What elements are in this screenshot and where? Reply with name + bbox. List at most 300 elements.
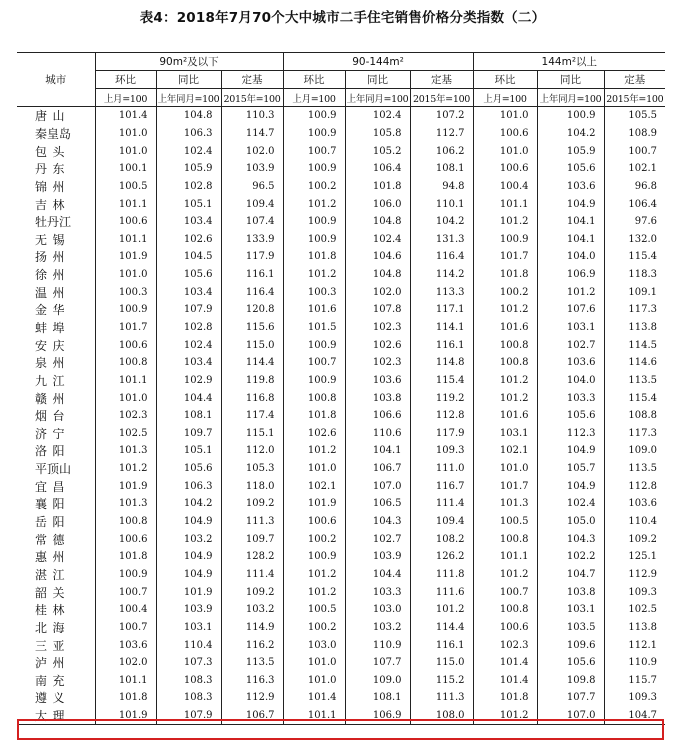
city-cell: 赣州 — [17, 389, 95, 407]
city-cell: 锦州 — [17, 178, 95, 196]
table-row — [17, 248, 665, 266]
value-cell: 102.1 — [604, 160, 665, 178]
table-row — [17, 477, 665, 495]
base-header: 上月=100 — [95, 89, 156, 107]
value-cell: 103.2 — [221, 601, 283, 619]
value-cell: 103.2 — [156, 530, 221, 548]
base-header: 上年同月=100 — [537, 89, 604, 107]
value-cell: 101.7 — [473, 248, 537, 266]
value-cell: 107.0 — [537, 707, 604, 725]
value-cell: 101.0 — [473, 107, 537, 125]
base-header: 上月=100 — [473, 89, 537, 107]
value-cell: 101.1 — [95, 672, 156, 690]
table-row — [17, 495, 665, 513]
value-cell: 104.9 — [156, 513, 221, 531]
value-cell: 113.8 — [604, 319, 665, 337]
value-cell: 94.8 — [410, 178, 473, 196]
value-cell: 102.0 — [345, 283, 410, 301]
table-row — [17, 513, 665, 531]
value-cell: 115.2 — [410, 672, 473, 690]
city-cell: 三亚 — [17, 636, 95, 654]
value-cell: 114.4 — [410, 619, 473, 637]
value-cell: 104.3 — [537, 530, 604, 548]
city-cell: 无锡 — [17, 230, 95, 248]
value-cell: 133.9 — [221, 230, 283, 248]
city-cell: 蚌埠 — [17, 319, 95, 337]
value-cell: 104.3 — [345, 513, 410, 531]
value-cell: 116.1 — [410, 336, 473, 354]
group-header-small: 90m²及以下 — [95, 53, 283, 71]
value-cell: 102.2 — [537, 548, 604, 566]
value-cell: 107.4 — [221, 213, 283, 231]
value-cell: 115.1 — [221, 425, 283, 443]
table-row — [17, 178, 665, 196]
value-cell: 104.5 — [156, 248, 221, 266]
value-cell: 100.7 — [95, 583, 156, 601]
value-cell: 104.2 — [156, 495, 221, 513]
base-header: 上年同月=100 — [156, 89, 221, 107]
city-cell: 包头 — [17, 142, 95, 160]
value-cell: 105.5 — [604, 107, 665, 125]
value-cell: 101.0 — [95, 266, 156, 284]
value-cell: 101.8 — [473, 689, 537, 707]
table-row — [17, 619, 665, 637]
base-header: 2015年=100 — [410, 89, 473, 107]
value-cell: 101.8 — [283, 248, 345, 266]
value-cell: 103.1 — [473, 425, 537, 443]
value-cell: 103.6 — [537, 178, 604, 196]
value-cell: 119.8 — [221, 372, 283, 390]
value-cell: 100.6 — [95, 213, 156, 231]
value-cell: 101.1 — [473, 548, 537, 566]
value-cell: 100.7 — [604, 142, 665, 160]
table-row — [17, 442, 665, 460]
table-title: 表4：2018年7月70个大中城市二手住宅销售价格分类指数（二） — [139, 10, 546, 26]
table-row — [17, 689, 665, 707]
value-cell: 104.1 — [537, 213, 604, 231]
value-cell: 105.1 — [156, 195, 221, 213]
value-cell: 101.0 — [95, 142, 156, 160]
value-cell: 100.8 — [95, 354, 156, 372]
value-cell: 105.6 — [537, 407, 604, 425]
value-cell: 103.9 — [345, 548, 410, 566]
value-cell: 100.9 — [283, 336, 345, 354]
value-cell: 101.0 — [95, 125, 156, 143]
value-cell: 101.0 — [473, 460, 537, 478]
value-cell: 109.2 — [221, 583, 283, 601]
value-cell: 103.6 — [345, 372, 410, 390]
value-cell: 100.9 — [537, 107, 604, 125]
table-row — [17, 266, 665, 284]
value-cell: 115.4 — [604, 248, 665, 266]
value-cell: 101.1 — [283, 707, 345, 725]
value-cell: 107.2 — [410, 107, 473, 125]
value-cell: 108.1 — [156, 407, 221, 425]
value-cell: 111.3 — [221, 513, 283, 531]
value-cell: 117.9 — [410, 425, 473, 443]
value-cell: 100.9 — [283, 107, 345, 125]
value-cell: 106.9 — [537, 266, 604, 284]
subcolumn-header: 同比 — [156, 71, 221, 89]
value-cell: 101.4 — [283, 689, 345, 707]
value-cell: 101.2 — [473, 389, 537, 407]
value-cell: 120.8 — [221, 301, 283, 319]
value-cell: 103.2 — [345, 619, 410, 637]
value-cell: 110.9 — [345, 636, 410, 654]
value-cell: 106.3 — [156, 125, 221, 143]
value-cell: 97.6 — [604, 213, 665, 231]
value-cell: 104.9 — [156, 548, 221, 566]
value-cell: 108.3 — [156, 689, 221, 707]
value-cell: 112.0 — [221, 442, 283, 460]
value-cell: 100.8 — [473, 601, 537, 619]
value-cell: 100.2 — [473, 283, 537, 301]
value-cell: 101.2 — [473, 566, 537, 584]
value-cell: 103.3 — [345, 583, 410, 601]
value-cell: 102.6 — [283, 425, 345, 443]
city-cell: 牡丹江 — [17, 213, 95, 231]
value-cell: 112.9 — [604, 566, 665, 584]
value-cell: 100.8 — [473, 530, 537, 548]
subcolumn-header: 环比 — [95, 71, 156, 89]
value-cell: 116.4 — [410, 248, 473, 266]
value-cell: 102.5 — [604, 601, 665, 619]
value-cell: 117.4 — [221, 407, 283, 425]
value-cell: 125.1 — [604, 548, 665, 566]
table-row — [17, 548, 665, 566]
table-row — [17, 707, 665, 725]
table-row — [17, 354, 665, 372]
value-cell: 108.1 — [345, 689, 410, 707]
value-cell: 101.4 — [473, 672, 537, 690]
base-header-row — [17, 89, 665, 107]
city-cell: 丹东 — [17, 160, 95, 178]
value-cell: 100.9 — [283, 160, 345, 178]
value-cell: 105.6 — [537, 160, 604, 178]
value-cell: 100.6 — [473, 619, 537, 637]
value-cell: 103.0 — [345, 601, 410, 619]
value-cell: 100.1 — [95, 160, 156, 178]
value-cell: 100.9 — [283, 213, 345, 231]
base-header: 上年同月=100 — [345, 89, 410, 107]
table-row — [17, 372, 665, 390]
city-cell: 温州 — [17, 283, 95, 301]
value-cell: 100.6 — [473, 160, 537, 178]
value-cell: 101.8 — [345, 178, 410, 196]
table-row — [17, 672, 665, 690]
value-cell: 103.4 — [156, 283, 221, 301]
value-cell: 103.8 — [537, 583, 604, 601]
value-cell: 101.6 — [473, 407, 537, 425]
value-cell: 102.4 — [156, 142, 221, 160]
value-cell: 131.3 — [410, 230, 473, 248]
value-cell: 101.2 — [283, 195, 345, 213]
value-cell: 113.5 — [604, 372, 665, 390]
value-cell: 101.9 — [95, 707, 156, 725]
table-header — [17, 53, 665, 107]
city-cell: 吉林 — [17, 195, 95, 213]
value-cell: 106.7 — [221, 707, 283, 725]
city-cell: 韶关 — [17, 583, 95, 601]
value-cell: 104.9 — [537, 195, 604, 213]
base-header: 2015年=100 — [221, 89, 283, 107]
value-cell: 111.0 — [410, 460, 473, 478]
value-cell: 112.1 — [604, 636, 665, 654]
value-cell: 104.0 — [537, 372, 604, 390]
value-cell: 101.9 — [283, 495, 345, 513]
value-cell: 107.6 — [537, 301, 604, 319]
value-cell: 102.0 — [221, 142, 283, 160]
value-cell: 100.2 — [283, 619, 345, 637]
value-cell: 108.9 — [604, 125, 665, 143]
value-cell: 101.3 — [95, 442, 156, 460]
value-cell: 101.2 — [473, 301, 537, 319]
value-cell: 101.4 — [95, 107, 156, 125]
subcolumn-header: 定基 — [410, 71, 473, 89]
value-cell: 107.7 — [345, 654, 410, 672]
value-cell: 126.2 — [410, 548, 473, 566]
value-cell: 116.4 — [221, 283, 283, 301]
value-cell: 108.2 — [410, 530, 473, 548]
value-cell: 101.2 — [473, 372, 537, 390]
city-cell: 大理 — [17, 707, 95, 725]
value-cell: 104.9 — [537, 477, 604, 495]
value-cell: 100.5 — [95, 178, 156, 196]
value-cell: 100.7 — [473, 583, 537, 601]
value-cell: 111.3 — [410, 689, 473, 707]
value-cell: 102.9 — [156, 372, 221, 390]
value-cell: 100.6 — [473, 125, 537, 143]
value-cell: 112.8 — [410, 407, 473, 425]
city-cell: 九江 — [17, 372, 95, 390]
value-cell: 107.7 — [537, 689, 604, 707]
value-cell: 107.9 — [156, 301, 221, 319]
subcolumn-header-row — [17, 71, 665, 89]
value-cell: 102.8 — [156, 319, 221, 337]
value-cell: 104.2 — [410, 213, 473, 231]
value-cell: 116.7 — [410, 477, 473, 495]
base-header: 上月=100 — [283, 89, 345, 107]
value-cell: 105.9 — [537, 142, 604, 160]
value-cell: 104.4 — [345, 566, 410, 584]
group-header-large: 144m²以上 — [473, 53, 665, 71]
value-cell: 101.2 — [283, 442, 345, 460]
city-cell: 湛江 — [17, 566, 95, 584]
value-cell: 101.1 — [95, 372, 156, 390]
value-cell: 104.9 — [156, 566, 221, 584]
value-cell: 113.5 — [604, 460, 665, 478]
value-cell: 110.4 — [156, 636, 221, 654]
value-cell: 104.9 — [537, 442, 604, 460]
value-cell: 96.5 — [221, 178, 283, 196]
value-cell: 109.4 — [410, 513, 473, 531]
value-cell: 114.4 — [221, 354, 283, 372]
table-row — [17, 583, 665, 601]
table-row — [17, 142, 665, 160]
value-cell: 103.9 — [221, 160, 283, 178]
value-cell: 117.3 — [604, 425, 665, 443]
value-cell: 104.8 — [345, 213, 410, 231]
value-cell: 115.4 — [410, 372, 473, 390]
value-cell: 113.8 — [604, 619, 665, 637]
value-cell: 101.2 — [410, 601, 473, 619]
city-cell: 济宁 — [17, 425, 95, 443]
value-cell: 105.1 — [156, 442, 221, 460]
value-cell: 101.3 — [473, 495, 537, 513]
value-cell: 115.4 — [604, 389, 665, 407]
table-row — [17, 107, 665, 125]
value-cell: 103.4 — [156, 213, 221, 231]
value-cell: 100.8 — [473, 336, 537, 354]
value-cell: 102.8 — [156, 178, 221, 196]
value-cell: 102.3 — [345, 319, 410, 337]
city-column-header: 城市 — [17, 53, 95, 107]
value-cell: 104.8 — [345, 266, 410, 284]
value-cell: 100.6 — [95, 530, 156, 548]
table-body — [17, 107, 665, 725]
value-cell: 103.8 — [345, 389, 410, 407]
value-cell: 101.0 — [283, 672, 345, 690]
subcolumn-header: 同比 — [537, 71, 604, 89]
city-cell: 常德 — [17, 530, 95, 548]
city-cell: 徐州 — [17, 266, 95, 284]
value-cell: 103.1 — [156, 619, 221, 637]
value-cell: 100.6 — [283, 513, 345, 531]
value-cell: 105.7 — [537, 460, 604, 478]
value-cell: 102.4 — [345, 107, 410, 125]
city-cell: 遵义 — [17, 689, 95, 707]
value-cell: 101.6 — [283, 301, 345, 319]
value-cell: 109.2 — [221, 495, 283, 513]
value-cell: 103.6 — [95, 636, 156, 654]
value-cell: 118.0 — [221, 477, 283, 495]
value-cell: 105.6 — [156, 266, 221, 284]
value-cell: 110.3 — [221, 107, 283, 125]
value-cell: 101.2 — [283, 583, 345, 601]
city-cell: 南充 — [17, 672, 95, 690]
value-cell: 110.9 — [604, 654, 665, 672]
value-cell: 105.0 — [537, 513, 604, 531]
value-cell: 101.0 — [283, 654, 345, 672]
group-header-medium: 90-144m² — [283, 53, 473, 71]
value-cell: 102.1 — [473, 442, 537, 460]
value-cell: 109.3 — [604, 689, 665, 707]
city-cell: 惠州 — [17, 548, 95, 566]
city-cell: 安庆 — [17, 336, 95, 354]
city-cell: 北海 — [17, 619, 95, 637]
table-row — [17, 425, 665, 443]
value-cell: 101.2 — [473, 213, 537, 231]
value-cell: 108.0 — [410, 707, 473, 725]
value-cell: 114.1 — [410, 319, 473, 337]
value-cell: 101.7 — [95, 319, 156, 337]
value-cell: 109.4 — [221, 195, 283, 213]
city-cell: 秦皇岛 — [17, 125, 95, 143]
value-cell: 111.6 — [410, 583, 473, 601]
table-row — [17, 301, 665, 319]
value-cell: 117.9 — [221, 248, 283, 266]
value-cell: 100.4 — [95, 601, 156, 619]
table-row — [17, 125, 665, 143]
value-cell: 109.0 — [345, 672, 410, 690]
value-cell: 106.5 — [345, 495, 410, 513]
city-cell: 唐山 — [17, 107, 95, 125]
value-cell: 104.6 — [345, 248, 410, 266]
value-cell: 101.9 — [95, 477, 156, 495]
value-cell: 109.3 — [604, 583, 665, 601]
value-cell: 111.4 — [410, 495, 473, 513]
value-cell: 114.5 — [604, 336, 665, 354]
value-cell: 102.1 — [283, 477, 345, 495]
city-cell: 桂林 — [17, 601, 95, 619]
value-cell: 102.3 — [345, 354, 410, 372]
value-cell: 132.0 — [604, 230, 665, 248]
value-cell: 106.2 — [410, 142, 473, 160]
value-cell: 101.5 — [283, 319, 345, 337]
value-cell: 96.8 — [604, 178, 665, 196]
value-cell: 128.2 — [221, 548, 283, 566]
table-row — [17, 407, 665, 425]
value-cell: 106.6 — [345, 407, 410, 425]
table-row — [17, 566, 665, 584]
value-cell: 116.3 — [221, 672, 283, 690]
value-cell: 103.6 — [537, 354, 604, 372]
table-row — [17, 654, 665, 672]
city-cell: 洛阳 — [17, 442, 95, 460]
value-cell: 100.9 — [283, 372, 345, 390]
value-cell: 100.9 — [95, 566, 156, 584]
value-cell: 119.2 — [410, 389, 473, 407]
table-row — [17, 389, 665, 407]
value-cell: 100.8 — [283, 389, 345, 407]
value-cell: 104.1 — [537, 230, 604, 248]
value-cell: 110.6 — [345, 425, 410, 443]
subcolumn-header: 环比 — [283, 71, 345, 89]
value-cell: 101.8 — [473, 266, 537, 284]
value-cell: 103.5 — [537, 619, 604, 637]
value-cell: 100.6 — [95, 336, 156, 354]
table-row — [17, 601, 665, 619]
value-cell: 111.4 — [221, 566, 283, 584]
value-cell: 100.9 — [283, 548, 345, 566]
value-cell: 105.2 — [345, 142, 410, 160]
value-cell: 101.7 — [473, 477, 537, 495]
table-row — [17, 530, 665, 548]
value-cell: 106.4 — [345, 160, 410, 178]
value-cell: 100.5 — [473, 513, 537, 531]
value-cell: 100.2 — [283, 178, 345, 196]
value-cell: 113.3 — [410, 283, 473, 301]
value-cell: 114.6 — [604, 354, 665, 372]
value-cell: 101.2 — [473, 707, 537, 725]
table-row — [17, 230, 665, 248]
table-row — [17, 319, 665, 337]
value-cell: 101.1 — [95, 195, 156, 213]
value-cell: 108.3 — [156, 672, 221, 690]
value-cell: 108.8 — [604, 407, 665, 425]
value-cell: 115.0 — [221, 336, 283, 354]
value-cell: 106.7 — [345, 460, 410, 478]
value-cell: 100.5 — [283, 601, 345, 619]
value-cell: 106.0 — [345, 195, 410, 213]
value-cell: 103.6 — [604, 495, 665, 513]
value-cell: 101.6 — [473, 319, 537, 337]
value-cell: 100.7 — [283, 142, 345, 160]
value-cell: 109.3 — [410, 442, 473, 460]
value-cell: 103.1 — [537, 319, 604, 337]
value-cell: 101.2 — [95, 460, 156, 478]
value-cell: 104.0 — [537, 248, 604, 266]
